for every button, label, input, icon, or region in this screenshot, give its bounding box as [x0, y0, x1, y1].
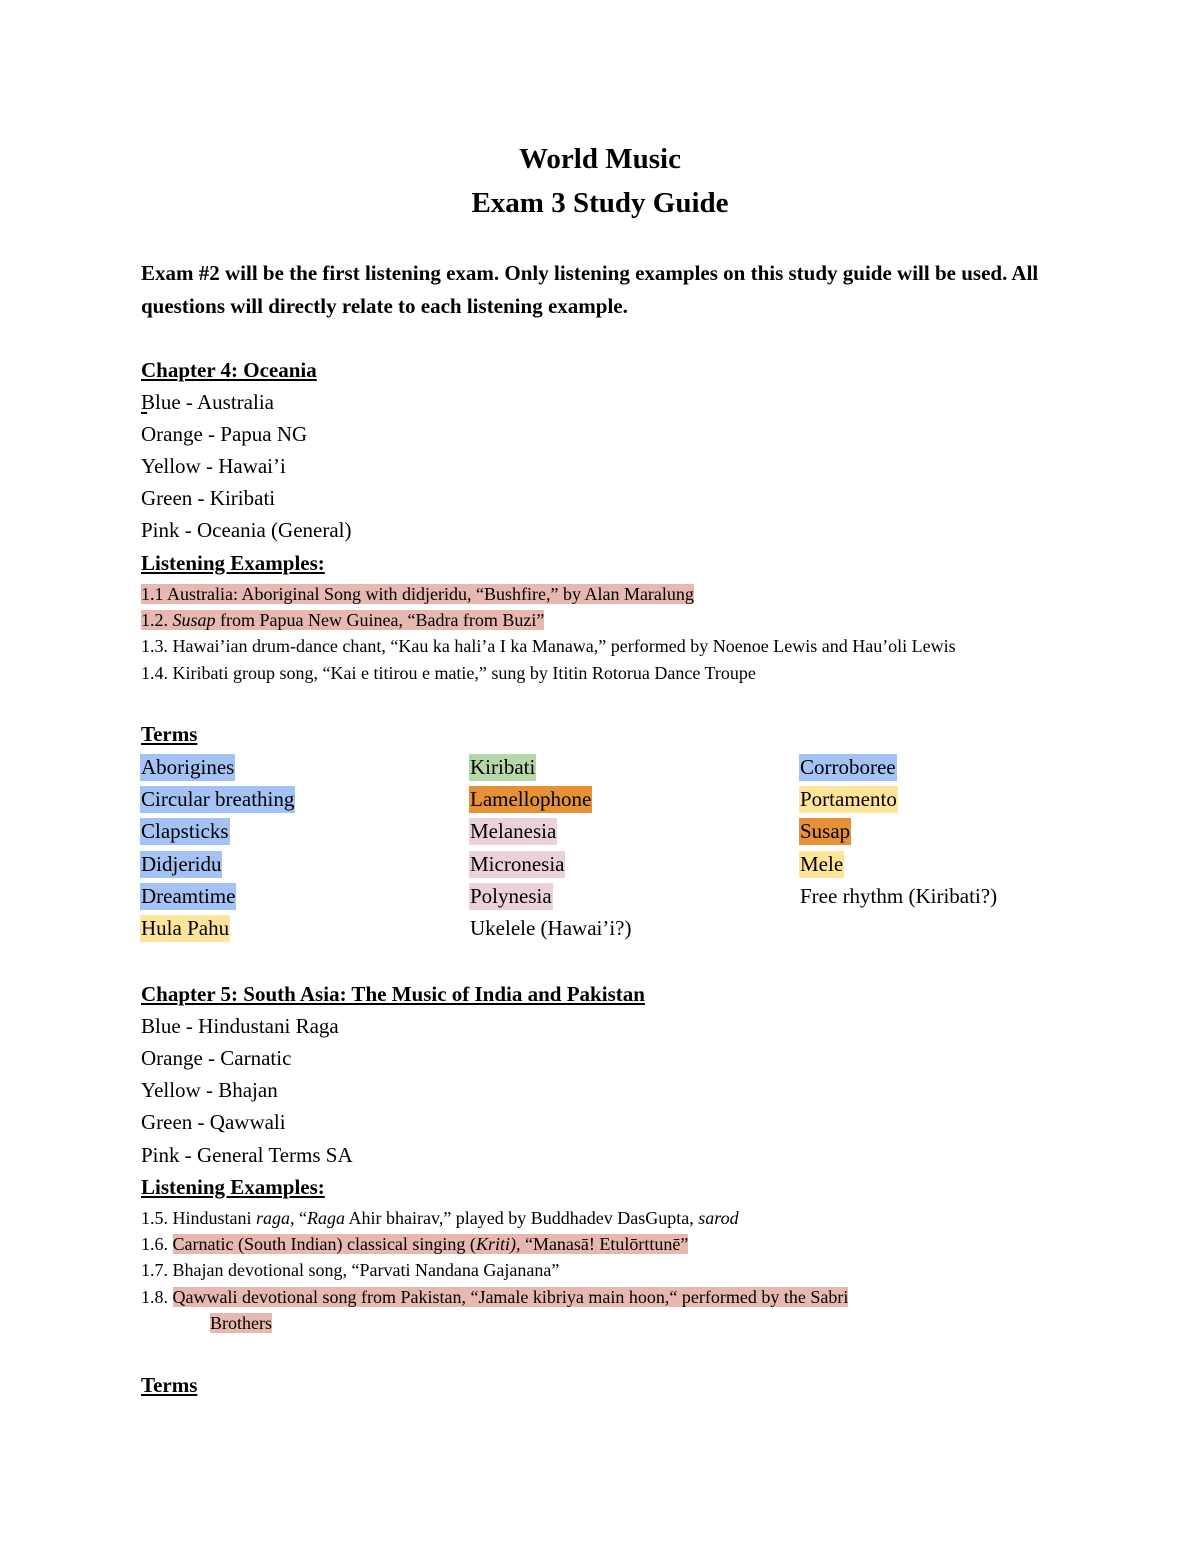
example-number: 1.2. [141, 610, 168, 630]
chapter-5-heading: Chapter 5: South Asia: The Music of India and Pakistan [141, 982, 645, 1006]
example-text: from Papua New Guinea, “Badra from Buzi” [215, 610, 545, 630]
listening-example [141, 1208, 739, 1229]
example-italic: Susap [172, 610, 216, 630]
legend-item: Green - Kiribati [141, 486, 276, 510]
legend-item: Blue - Hindustani Raga [141, 1014, 339, 1038]
listening-example-continuation [210, 1313, 272, 1334]
listening-examples-heading: Listening Examples: [141, 551, 325, 575]
term-portamento: Portamento [800, 787, 897, 811]
legend-item: Orange - Papua NG [141, 422, 308, 446]
example-italic: Kriti), [475, 1234, 521, 1254]
example-highlight [141, 610, 544, 630]
term-melanesia: Melanesia [470, 819, 557, 843]
chapter-4-heading: Chapter 4: Oceania [141, 358, 317, 382]
term-ukelele: Ukelele (Hawai’i?) [470, 916, 632, 940]
term-mele: Mele [800, 852, 844, 876]
document-subtitle: Exam 3 Study Guide [471, 187, 729, 219]
example-italic: raga, [256, 1208, 295, 1228]
example-text: Carnatic (South Indian) classical singing ( [172, 1234, 476, 1254]
example-text: “ [294, 1208, 308, 1228]
example-highlight [173, 1234, 689, 1254]
term-polynesia: Polynesia [470, 884, 552, 908]
listening-example [141, 1287, 848, 1308]
legend-item: Blue - Australia [141, 390, 274, 414]
listening-example: 1.4. Kiribati group song, “Kai e titirou e matie,” sung by Ititin Rotorua Dance Troupe [141, 663, 756, 683]
example-italic: sarod [698, 1208, 739, 1228]
legend-item: Yellow - Hawai’i [141, 454, 286, 478]
term-kiribati: Kiribati [470, 755, 536, 779]
listening-examples-heading: Listening Examples: [141, 1175, 325, 1199]
example-italic: Raga [307, 1208, 346, 1228]
term-didjeridu: Didjeridu [141, 852, 222, 876]
intro-paragraph: Exam #2 will be the first listening exam. Only listening examples on this study guide will be used. All questions will directly relate to each listening example. [141, 261, 1039, 318]
term-circular-breathing: Circular breathing [141, 787, 295, 811]
legend-item: Orange - Carnatic [141, 1046, 292, 1070]
listening-example: 1.7. Bhajan devotional song, “Parvati Nandana Gajanana” [141, 1260, 560, 1280]
example-text: Ahir bhairav,” played by Buddhadev DasGupta, [345, 1208, 699, 1228]
term-micronesia: Micronesia [470, 852, 565, 876]
example-highlight: Brothers [210, 1313, 272, 1333]
term-corroboree: Corroboree [800, 755, 896, 779]
term-clapsticks: Clapsticks [141, 819, 229, 843]
document-title: World Music [519, 143, 681, 175]
listening-example [141, 584, 694, 605]
example-text: 1.5. Hindustani [141, 1208, 256, 1228]
terms-heading: Terms [141, 722, 198, 746]
example-highlight: 1.1 Australia: Aboriginal Song with didjeridu, “Bushfire,” by Alan Maralung [141, 584, 694, 604]
listening-example [141, 610, 544, 631]
term-aborigines: Aborigines [141, 755, 235, 779]
example-number: 1.8. [141, 1287, 168, 1307]
listening-example: 1.3. Hawai’ian drum-dance chant, “Kau ka hali’a I ka Manawa,” performed by Noenoe Lewis and Hau’oli Lewis [141, 636, 956, 656]
example-highlight: Qawwali devotional song from Pakistan, “Jamale kibriya main hoon,“ performed by the Sabri [172, 1287, 849, 1307]
terms-heading: Terms [141, 1373, 198, 1397]
term-lamellophone: Lamellophone [470, 787, 592, 811]
term-hula-pahu: Hula Pahu [141, 916, 230, 940]
listening-example [141, 1234, 688, 1255]
term-susap: Susap [800, 819, 851, 843]
example-text: “Manasā! Etulōrttunē” [520, 1234, 689, 1254]
legend-item: Green - Qawwali [141, 1110, 286, 1134]
term-free-rhythm: Free rhythm (Kiribati?) [800, 884, 998, 908]
term-dreamtime: Dreamtime [141, 884, 236, 908]
example-number: 1.6. [141, 1234, 168, 1254]
legend-item: Yellow - Bhajan [141, 1078, 278, 1102]
legend-item: Pink - Oceania (General) [141, 518, 352, 542]
legend-item: Pink - General Terms SA [141, 1143, 353, 1167]
